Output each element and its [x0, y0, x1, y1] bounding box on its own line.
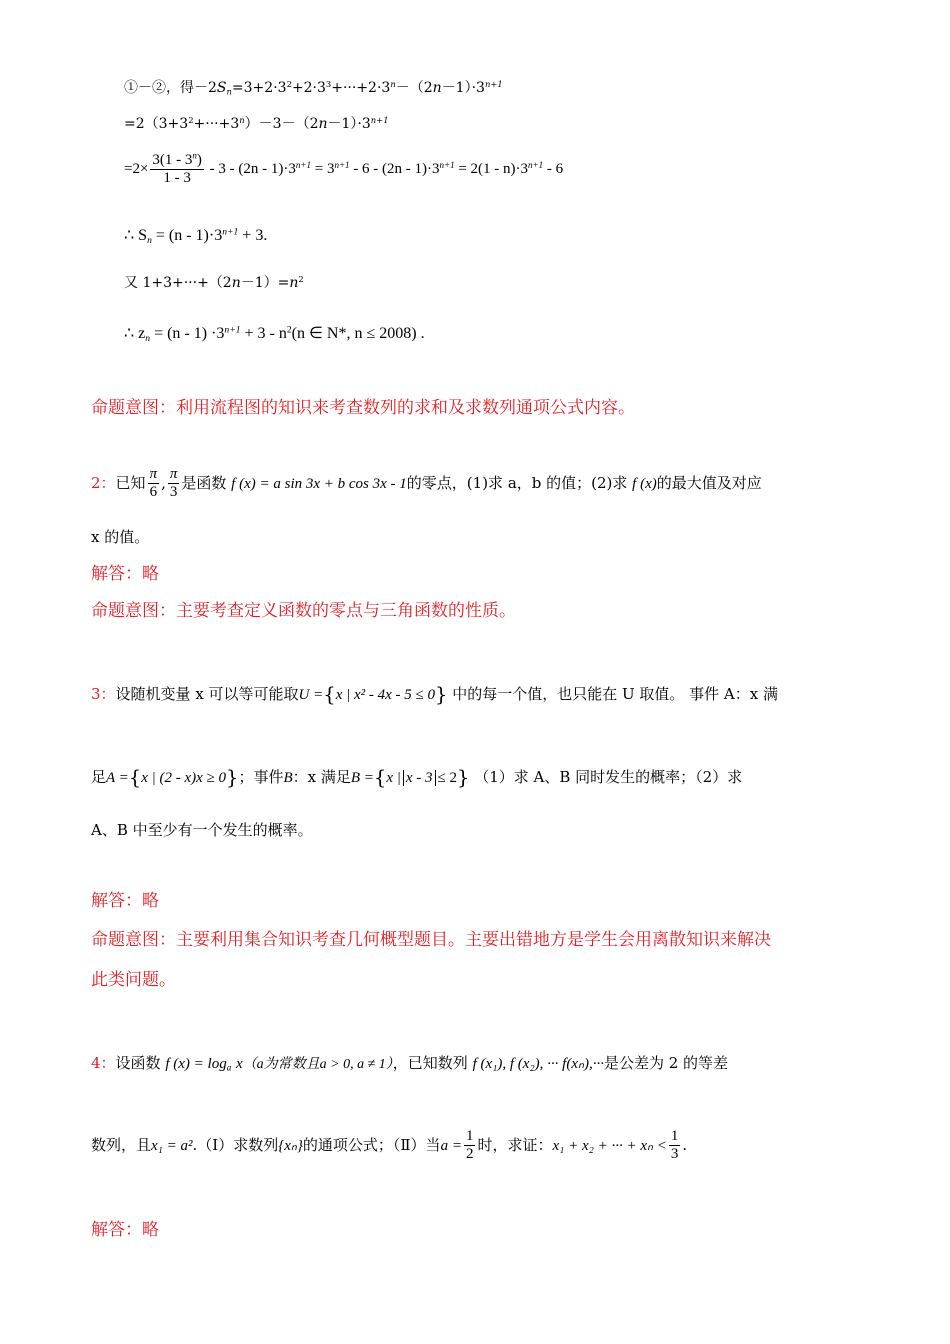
question-2-line-2: x 的值。 — [91, 528, 150, 546]
derivation-line-1: ①－②，得$-2S_n=3+2\cdot 3^2+2\cdot 3^3+\cdot\cdot\cdot+2\cdot 3^n-(2n-1)\cdot 3^{n+1}$ — [124, 78, 503, 97]
question-4-line-2: 数列，且x₁ = a².（Ⅰ）求数列{xₙ}的通项公式；（Ⅱ）当a = $\frac{1}{2}$ 时，求证：x₁ + x₂ + ··· + xₙ < $\frac{1}{3}$ . — [91, 1128, 688, 1163]
answer-2: 解答：略 — [91, 564, 159, 584]
question-number: 2： — [91, 473, 116, 492]
intent-2: 命题意图：主要考查定义函数的零点与三角函数的性质。 — [91, 601, 516, 621]
intent-1: 命题意图：利用流程图的知识来考查数列的求和及求数列通项公式内容。 — [91, 398, 635, 418]
answer-3: 解答：略 — [91, 891, 159, 911]
derivation-line-2: $=2(3+3^2+\cdot\cdot\cdot+3^n)-3-(2n-1)\cdot 3^{n+1}$ — [124, 114, 389, 132]
question-number: 4： — [91, 1054, 116, 1072]
question-3-line-2: 足A ={x | (2 - x)x ≥ 0}；事件B：x 满足B ={x | x - 3 ≤ 2} （1）求 A、B 同时发生的概率；（2）求 — [91, 766, 743, 789]
derivation-line-4: ∴ $S_n = (n - 1)\cdot 3^{n+1} + 3$. — [124, 226, 268, 246]
question-4: 4：设函数 f $(x) = \log_a x(a$为常数且a > 0, a ≠ 1），已知数列 f (x₁), f (x₂), ··· f(xₙ),···是公差为 2 的等差 — [91, 1054, 729, 1073]
intent-3-line-2: 此类问题。 — [91, 970, 176, 990]
derivation-line-6: ∴ $z_n = (n - 1) \cdot 3^{n+1} + 3 - n^2(n$ ∈ N*, n ≤ 2008) . — [124, 324, 425, 344]
fraction: $\frac{3(1 - 3^n)}{1 - 3}$ — [152, 150, 202, 187]
intent-3-line-1: 命题意图：主要利用集合知识考查几何概型题目。主要出错地方是学生会用离散知识来解决 — [91, 930, 771, 950]
derivation-line-5: 又 $1+3+\cdot\cdot\cdot+(2n-1)=n^2$ — [124, 273, 304, 291]
question-2: 2：已知 $\frac{\pi}{6}$ , $\frac{\pi}{3}$ 是函数 f (x) = a sin 3x + b cos 3x - 1的零点，(1)求 a，b 的值；(2)求 f (x)的最大值及对应 — [91, 466, 762, 501]
question-number: 3： — [91, 685, 116, 703]
derivation-line-3: =2× $\frac{3(1 - 3^n)}{1 - 3}$ - $3 - (2n - 1)\cdot 3^{n+1} = 3^{n+1} - 6 - (2n - 1)\cdot 3^{n+1} = 2(1 - n)\cdot 3^{n+1} - 6$ — [124, 150, 564, 187]
question-3: 3：设随机变量 x 可以等可能取U ={x | x² - 4x - 5 ≤ 0} 中的每一个值，也只能在 U 取值。 事件 A：x 满 — [91, 683, 778, 706]
answer-4: 解答：略 — [91, 1220, 159, 1240]
question-3-line-3: A、B 中至少有一个发生的概率。 — [91, 821, 313, 839]
